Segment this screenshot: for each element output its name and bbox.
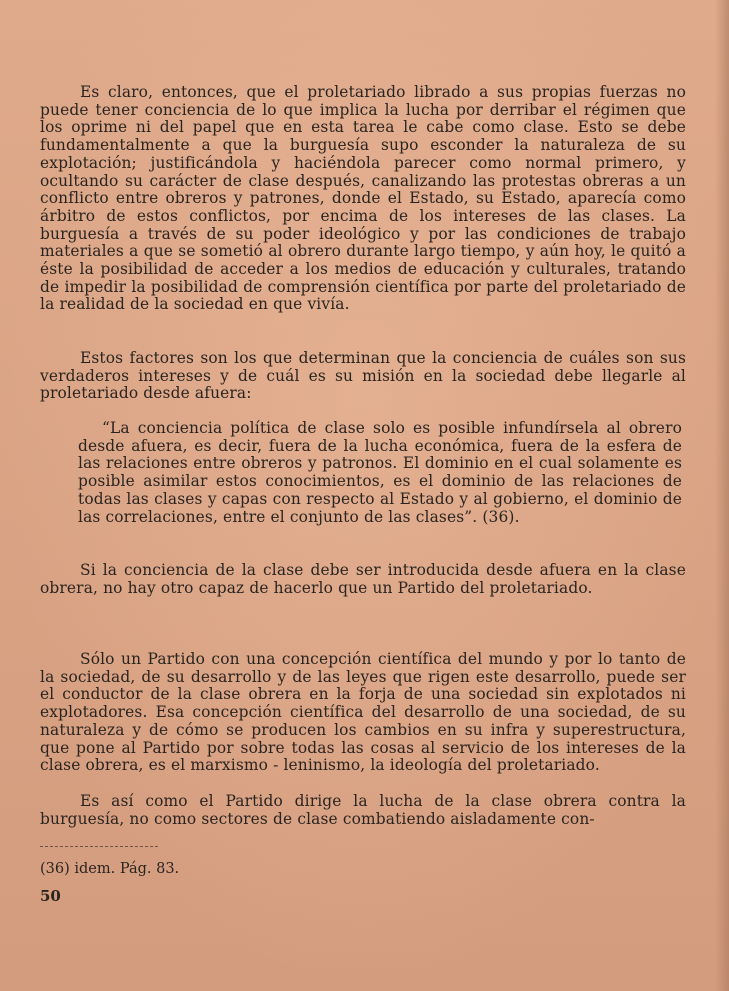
quote-text: “La conciencia política de clase solo es posible infundírsela al obrero desde afuera, es decir, fuera de la lucha económica, fuera de la esfera de las relaciones entre obreros y patronos. El dominio en el cual solamente es posible asimilar estos conocimientos, es el dominio de las relaciones de todas las clases y capas con respecto al Estado y al gobierno, el dominio de las correlaciones, entre el conjunto de las clases”. (36).	[78, 419, 682, 526]
paragraph-text: Es claro, entonces, que el proletariado librado a sus propias fuerzas no puede tener conciencia de lo que implica la lucha por derribar el régimen que los oprime ni del papel que en esta tarea le cabe como clase. Esto se debe fundamentalmente a que la burguesía supo esconder la naturaleza de su explotación; justificándola y haciéndola parecer como normal primero, y ocultando su carácter de clase después, canalizando las protestas obreras a un conflicto entre obreros y patrones, donde el Estado, su Estado, aparecía como árbitro de estos conflictos, por encima de los intereses de las clases. La burguesía a través de su poder ideológico y por las condiciones de trabajo materiales a que se sometió al obrero durante largo tiempo, y aún hoy, le quitó a éste la posibilidad de acceder a los medios de educación y culturales, tratando de impedir la posibilidad de comprensión científica por parte del proletariado de la realidad de la sociedad en que vivía.	[40, 83, 686, 314]
paragraph-text: Es así como el Partido dirige la lucha de la clase obrera contra la burguesía, no como sectores de clase combatiendo aisladamente con-	[40, 792, 686, 828]
paragraph-text: Sólo un Partido con una concepción científica del mundo y por lo tanto de la sociedad, de su desarrollo y de las leyes que rigen este desarrollo, puede ser el conductor de la clase obrera en la forja de una sociedad sin explotados ni explotadores. Esa concepción científica del desarrollo de una sociedad, de su naturaleza y de cómo se producen los cambios en su infra y superestructura, que pone al Partido por sobre todas las cosas al servicio de los intereses de la clase obrera, es el marxismo - leninismo, la ideología del proletariado.	[40, 650, 686, 775]
paragraph-text: Si la conciencia de la clase debe ser introducida desde afuera en la clase obrera, no hay otro capaz de hacerlo que un Partido del proletariado.	[40, 561, 686, 597]
block-quote	[78, 420, 682, 526]
body-paragraph-2	[40, 350, 686, 403]
paragraph-text: Estos factores son los que determinan que la conciencia de cuáles son sus verdaderos intereses y de cuál es su misión en la sociedad debe llegarle al proletariado desde afuera:	[40, 349, 686, 403]
footnote: (36) idem. Pág. 83.	[40, 861, 180, 877]
footnote-divider	[40, 846, 158, 847]
body-paragraph-5	[40, 793, 686, 828]
body-paragraph-1	[40, 84, 686, 314]
body-paragraph-3	[40, 562, 686, 597]
page-number: 50	[40, 887, 61, 905]
body-paragraph-4	[40, 651, 686, 775]
page-edge-shadow	[715, 0, 729, 991]
